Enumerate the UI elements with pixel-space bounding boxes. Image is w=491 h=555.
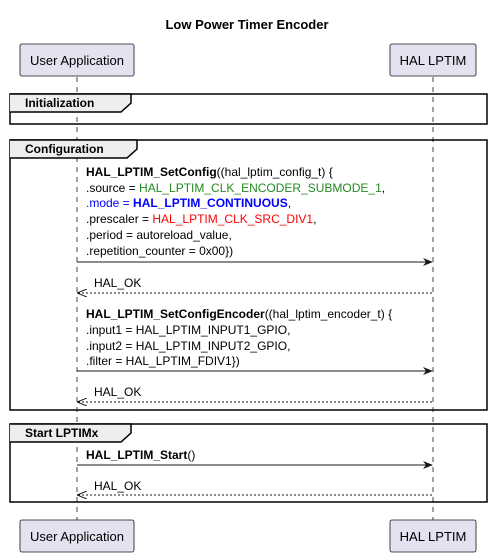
message-line: .mode = HAL_LPTIM_CONTINUOUS, <box>86 196 292 210</box>
message-start <box>77 448 432 465</box>
message-line: .filter = HAL_LPTIM_FDIV1}) <box>86 354 240 368</box>
group-start-lptimx <box>10 424 487 502</box>
message-set-config-encoder <box>77 307 432 371</box>
return-label: HAL_OK <box>94 479 142 493</box>
message-line: HAL_LPTIM_SetConfigEncoder((hal_lptim_encoder_t) { <box>86 307 393 321</box>
participant-label: User Application <box>30 53 124 68</box>
message-line: .input1 = HAL_LPTIM_INPUT1_GPIO, <box>86 323 291 337</box>
group-initialization <box>10 94 487 124</box>
message-line: .source = HAL_LPTIM_CLK_ENCODER_SUBMODE_1, <box>86 181 386 195</box>
group-label: Initialization <box>25 96 95 110</box>
message-line: HAL_LPTIM_Start() <box>86 448 196 462</box>
participant-label: HAL LPTIM <box>399 529 467 544</box>
group-label: Start LPTIMx <box>25 426 99 440</box>
return-label: HAL_OK <box>94 385 142 399</box>
message-line: .input2 = HAL_LPTIM_INPUT2_GPIO, <box>86 339 291 353</box>
participant-label: HAL LPTIM <box>399 53 467 68</box>
return-hal-ok-1 <box>78 276 433 293</box>
return-hal-ok-2 <box>78 385 433 402</box>
participant-hal-lptim-bottom <box>390 520 476 552</box>
participant-user-application-bottom <box>20 520 134 552</box>
participant-hal-lptim-top <box>390 44 476 76</box>
message-line: .period = autoreload_value, <box>86 228 232 242</box>
return-hal-ok-3 <box>78 479 433 495</box>
participant-user-application-top <box>20 44 134 76</box>
message-line: .repetition_counter = 0x00}) <box>86 244 234 258</box>
return-label: HAL_OK <box>94 276 142 290</box>
message-line: .prescaler = HAL_LPTIM_CLK_SRC_DIV1, <box>86 212 317 226</box>
participant-label: User Application <box>30 529 124 544</box>
message-set-config <box>77 165 432 262</box>
diagram-title: Low Power Timer Encoder <box>165 17 329 32</box>
group-label: Configuration <box>25 142 104 156</box>
message-line: HAL_LPTIM_SetConfig((hal_lptim_config_t) { <box>86 165 333 179</box>
